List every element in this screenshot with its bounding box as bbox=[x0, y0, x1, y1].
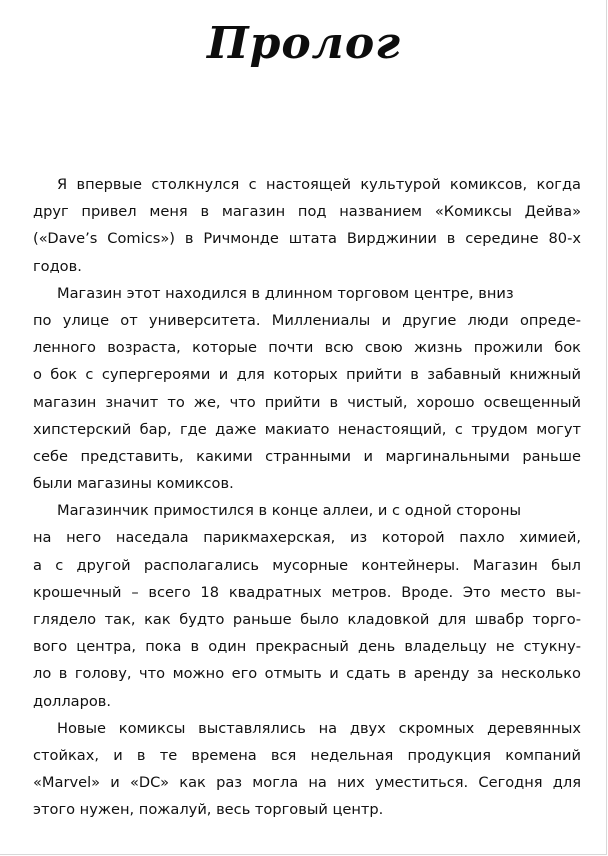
text-line: хипстерский бар, где даже макиато ненастоящий, с трудом могут bbox=[33, 420, 581, 438]
text-line: долларов. bbox=[33, 692, 112, 710]
text-line: на него наседала парикмахерская, из которой пахло химией, bbox=[33, 529, 581, 547]
text-line: Я впервые столкнулся с настоящей культурой комиксов, когда bbox=[57, 176, 581, 193]
text-line: ленного возраста, которые почти всю свою жизнь прожили бок bbox=[33, 339, 581, 357]
text-line: Магазин этот находился в длинном торговом центре, вниз bbox=[57, 284, 514, 302]
text-line: Магазинчик примостился в конце аллеи, и с одной стороны bbox=[57, 502, 522, 520]
text-line: вого центра, пока в один прекрасный день владельцу не стукну- bbox=[33, 638, 581, 656]
text-line: Новые комиксы выставлялись на двух скромных деревянных bbox=[57, 719, 581, 737]
text-line: («Dave’s Comics») в Ричмонде штата Вирджинии в середине 80-х bbox=[33, 230, 581, 248]
text-line: стойках, и в те времена вся недельная продукция компаний bbox=[33, 746, 581, 764]
text-line: были магазины комиксов. bbox=[33, 475, 234, 493]
text-line: о бок с супергероями и для которых прийти в забавный книжный bbox=[33, 366, 581, 384]
text-line: по улице от университета. Миллениалы и другие люди опреде- bbox=[33, 311, 581, 329]
text-line: магазин значит то же, что прийти в чистый, хорошо освещенный bbox=[33, 393, 581, 411]
chapter-title: Пролог bbox=[207, 18, 401, 69]
text-line: «Marvel» и «DC» как раз могла на них уместиться. Сегодня для bbox=[33, 774, 581, 792]
text-line: глядело так, как будто раньше было кладовкой для швабр торго- bbox=[33, 611, 581, 628]
text-line: ло в голову, что можно его отмыть и сдать в аренду за несколько bbox=[33, 665, 581, 683]
text-line: крошечный – всего 18 квадратных метров. Вроде. Это место вы- bbox=[33, 583, 581, 601]
body-text bbox=[33, 171, 581, 824]
text-line: этого нужен, пожалуй, весь торговый центр. bbox=[33, 801, 384, 819]
text-line: себе представить, какими странными и маргинальными раньше bbox=[33, 447, 581, 465]
text-line: годов. bbox=[33, 257, 82, 275]
text-line: друг привел меня в магазин под названием «Комиксы Дейва» bbox=[33, 203, 581, 221]
text-line: а с другой располагались мусорные контейнеры. Магазин был bbox=[33, 556, 581, 574]
